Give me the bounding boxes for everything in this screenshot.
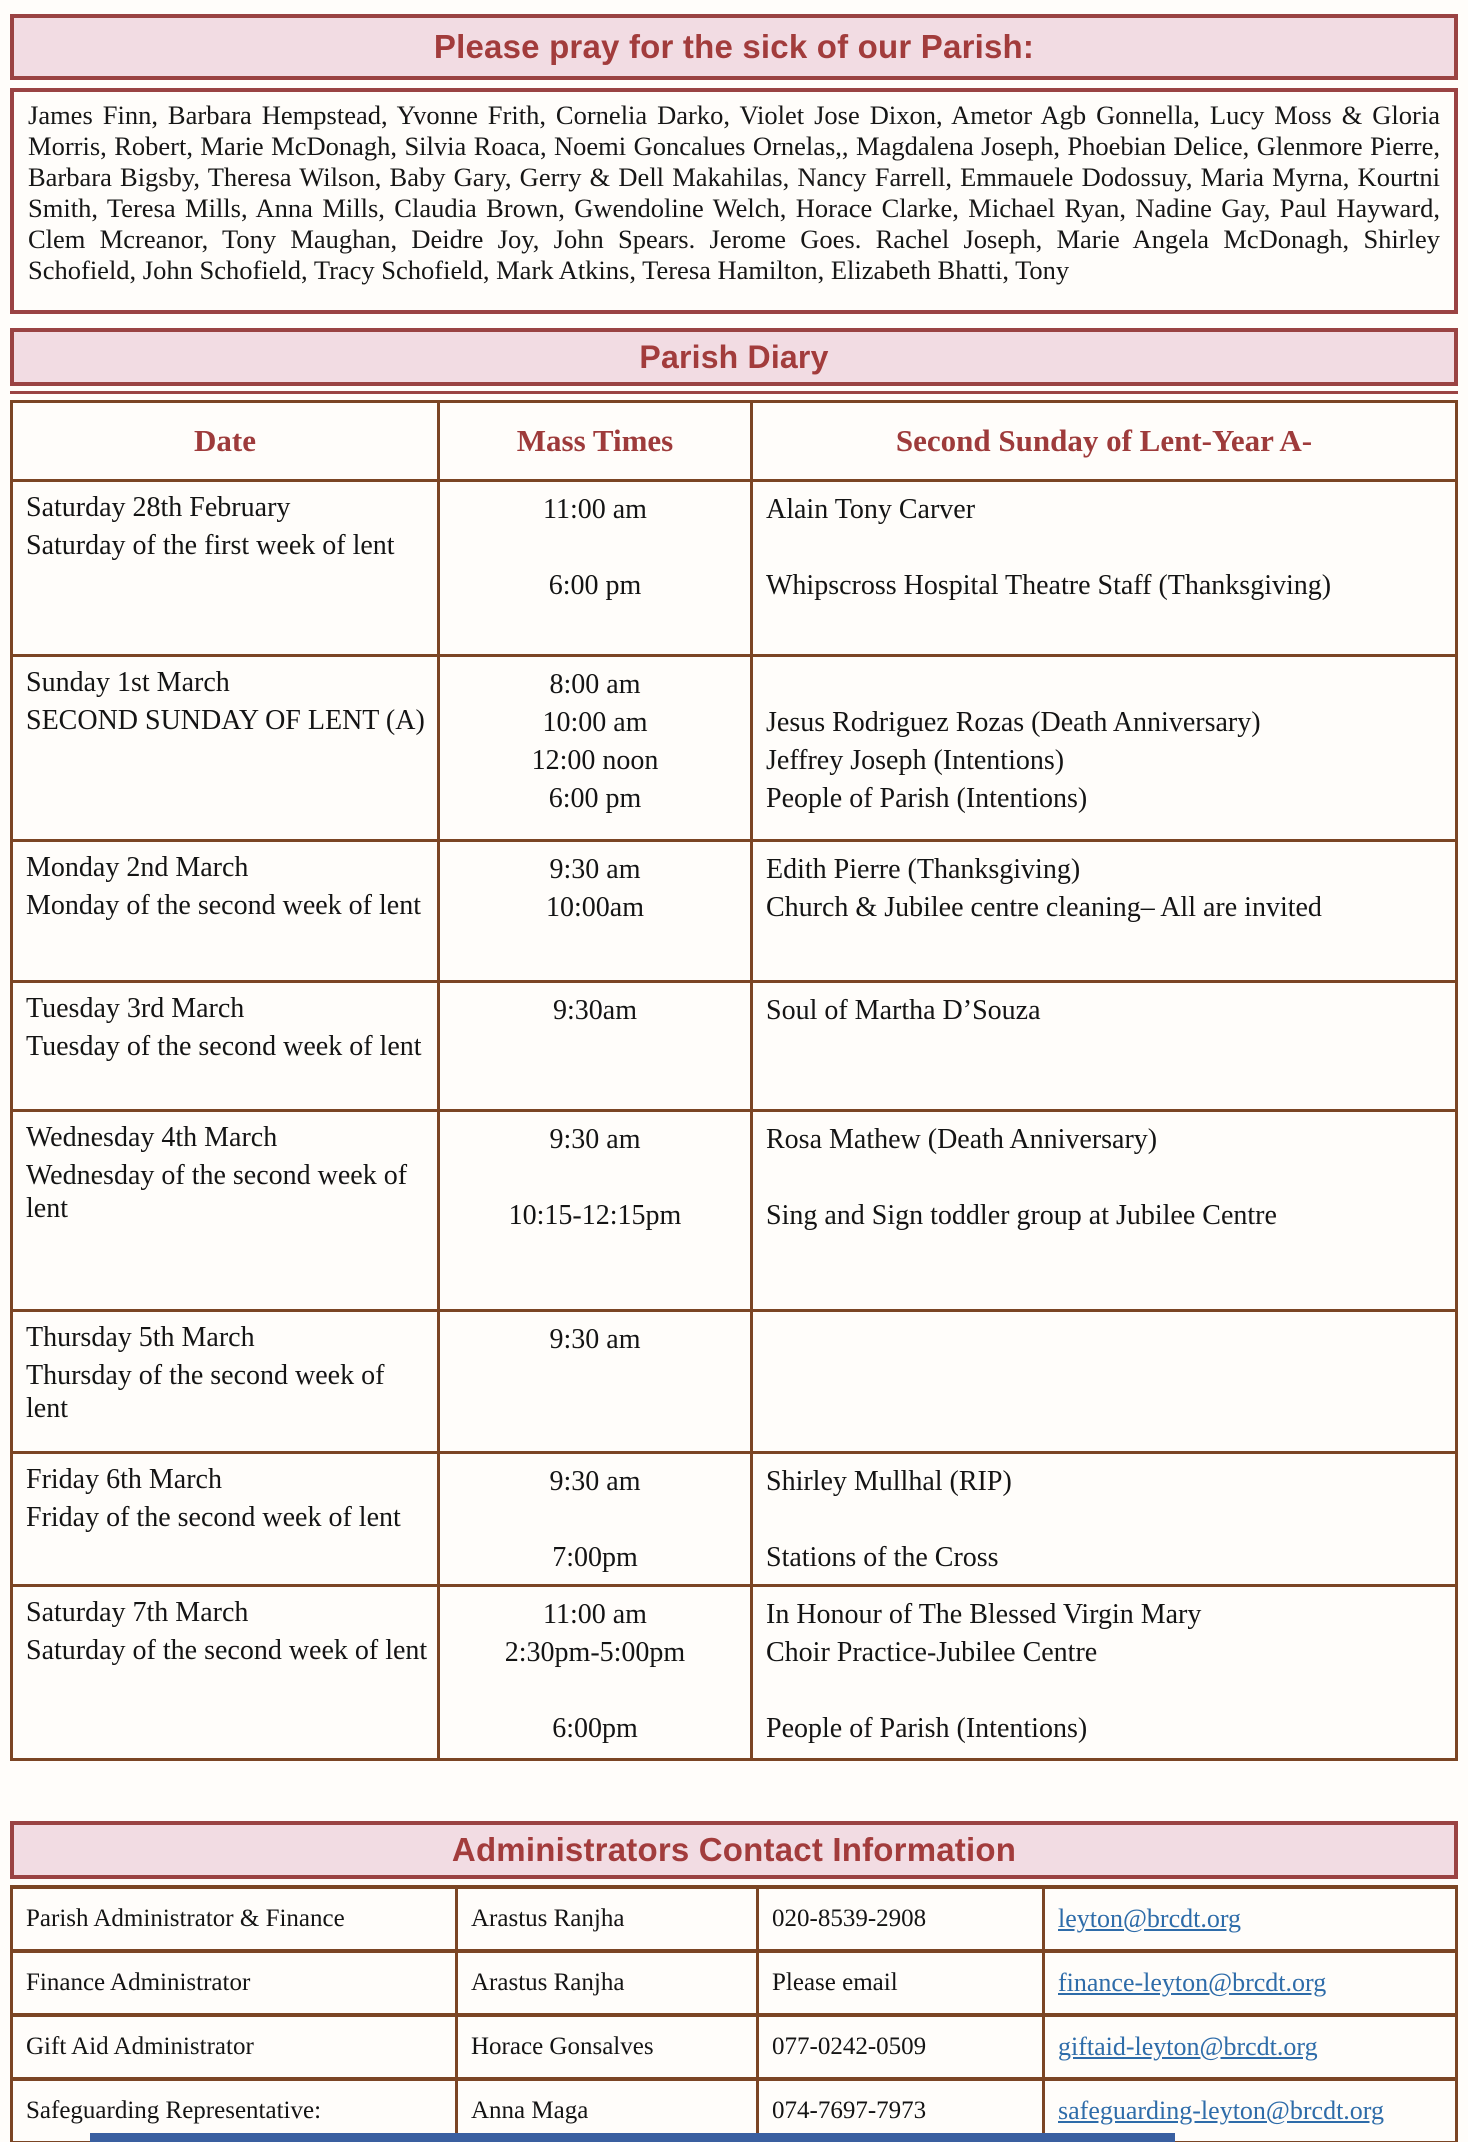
- diary-date-cell: [12, 841, 439, 982]
- mass-time-line: 6:00 pm: [548, 783, 642, 814]
- diary-date-cell: [12, 1586, 439, 1760]
- mass-time-line: [441, 1501, 749, 1539]
- mass-time-line: 10:00am: [546, 892, 644, 923]
- contact-role-cell: [12, 1951, 457, 2015]
- diary-date-cell: [12, 481, 439, 656]
- sick-list-header: [10, 14, 1458, 80]
- contact-phone-cell: [758, 1887, 1044, 1951]
- diary-date-title: Tuesday 3rd March: [26, 993, 245, 1024]
- diary-row: [12, 1586, 1457, 1760]
- diary-row: [12, 841, 1457, 982]
- diary-mass-times-cell: [439, 481, 752, 656]
- diary-row: [12, 481, 1457, 656]
- diary-date-subtitle: Friday of the second week of lent: [26, 1502, 401, 1533]
- mass-time-line: 8:00 am: [549, 669, 641, 700]
- contact-name: Arastus Ranjha: [471, 1905, 625, 1932]
- intention-line: Soul of Martha D’Souza: [766, 995, 1041, 1026]
- contact-name-cell: [457, 1887, 758, 1951]
- diary-row: [12, 656, 1457, 841]
- mass-time-line: 2:30pm-5:00pm: [504, 1637, 686, 1668]
- contact-row: [12, 1951, 1457, 2015]
- diary-row: [12, 1453, 1457, 1586]
- diary-date-subtitle: Tuesday of the second week of lent: [26, 1031, 422, 1062]
- contact-name: Horace Gonsalves: [471, 2033, 654, 2060]
- contact-name-cell: [457, 2015, 758, 2079]
- parish-diary-table: [10, 400, 1458, 1761]
- diary-mass-times-cell: [439, 656, 752, 841]
- intention-line: Whipscross Hospital Theatre Staff (Thanksgiving): [766, 570, 1332, 601]
- diary-date-cell: [12, 1311, 439, 1453]
- column-header-date: Date: [12, 402, 439, 481]
- contact-role-cell: [12, 1887, 457, 1951]
- intention-line: Alain Tony Carver: [766, 494, 976, 525]
- diary-date-title: Saturday 28th February: [26, 492, 291, 523]
- intention-line: [766, 1501, 1447, 1539]
- admin-contact-header: [10, 1821, 1458, 1879]
- intention-line: Edith Pierre (Thanksgiving): [766, 854, 1081, 885]
- mass-time-line: 11:00 am: [543, 494, 647, 525]
- mass-time-line: 11:00 am: [543, 1599, 647, 1630]
- admin-contact-title: Administrators Contact Information: [451, 1831, 1017, 1868]
- diary-date-subtitle: SECOND SUNDAY OF LENT (A): [26, 705, 425, 736]
- bottom-cutoff-banner: [90, 2133, 1175, 2142]
- contact-role: Parish Administrator & Finance: [26, 1905, 345, 1932]
- contact-row: [12, 1887, 1457, 1951]
- diary-header-row: [12, 402, 1457, 481]
- contact-role: Finance Administrator: [26, 1969, 251, 1996]
- intention-line: [766, 1321, 1447, 1359]
- email-link[interactable]: giftaid-leyton@brcdt.org: [1058, 2032, 1318, 2061]
- diary-date-title: Sunday 1st March: [26, 667, 230, 698]
- intention-line: People of Parish (Intentions): [766, 783, 1088, 814]
- diary-intention-cell: [752, 982, 1457, 1111]
- diary-date-subtitle: Saturday of the first week of lent: [26, 530, 395, 561]
- contact-email-cell: [1044, 1951, 1457, 2015]
- diary-row: [12, 982, 1457, 1111]
- diary-date-title: Wednesday 4th March: [26, 1122, 278, 1153]
- email-link[interactable]: leyton@brcdt.org: [1058, 1904, 1242, 1933]
- contact-role: Gift Aid Administrator: [26, 2033, 254, 2060]
- contact-name-cell: [457, 1951, 758, 2015]
- diary-row: [12, 1111, 1457, 1311]
- mass-time-line: 6:00 pm: [548, 570, 642, 601]
- diary-date-cell: [12, 982, 439, 1111]
- parish-diary-header: [10, 328, 1458, 386]
- mass-time-line: 9:30 am: [549, 854, 641, 885]
- mass-time-line: 9:30 am: [549, 1124, 641, 1155]
- email-link[interactable]: safeguarding-leyton@brcdt.org: [1058, 2096, 1384, 2125]
- intention-line: People of Parish (Intentions): [766, 1713, 1088, 1744]
- mass-time-line: [441, 1672, 749, 1710]
- diary-mass-times-cell: [439, 1586, 752, 1760]
- diary-row: [12, 1311, 1457, 1453]
- diary-intention-cell: [752, 1311, 1457, 1453]
- contact-row: [12, 2015, 1457, 2079]
- intention-line: Shirley Mullhal (RIP): [766, 1466, 1012, 1497]
- mass-time-line: 12:00 noon: [531, 745, 659, 776]
- intention-line: [766, 1159, 1447, 1197]
- diary-date-title: Monday 2nd March: [26, 852, 249, 883]
- intention-line: Rosa Mathew (Death Anniversary): [766, 1124, 1158, 1155]
- diary-date-subtitle: Monday of the second week of lent: [26, 890, 421, 921]
- contact-phone-cell: [758, 2015, 1044, 2079]
- diary-date-title: Friday 6th March: [26, 1464, 222, 1495]
- intention-line: Sing and Sign toddler group at Jubilee Centre: [766, 1200, 1277, 1231]
- contact-name: Arastus Ranjha: [471, 1969, 625, 1996]
- mass-time-line: 9:30 am: [549, 1466, 641, 1497]
- contact-phone: 074-7697-7973: [772, 2097, 927, 2124]
- mass-time-line: [441, 529, 749, 567]
- parish-diary-title: Parish Diary: [639, 339, 829, 375]
- intention-line: Church & Jubilee centre cleaning– All are invited: [766, 892, 1322, 923]
- contact-email-cell: [1044, 2015, 1457, 2079]
- contact-phone-cell: [758, 1951, 1044, 2015]
- sick-list-title: Please pray for the sick of our Parish:: [433, 28, 1035, 65]
- contact-name: Anna Maga: [471, 2097, 589, 2124]
- diary-date-title: Saturday 7th March: [26, 1597, 249, 1628]
- intention-line: Jesus Rodriguez Rozas (Death Anniversary): [766, 707, 1261, 738]
- intention-line: [766, 666, 1447, 704]
- intention-line: Choir Practice-Jubilee Centre: [766, 1637, 1098, 1668]
- diary-intention-cell: [752, 481, 1457, 656]
- sick-names-text: James Finn, Barbara Hempstead, Yvonne Frith, Cornelia Darko, Violet Jose Dixon, Ametor Agb Gonnella, Lucy Moss & Gloria Morris, Robert, Marie McDonagh, Silvia Roaca, Noemi Goncalues Ornelas,, Magdalena Joseph, Phoebian Delice, Glenmore Pierre, Barbara Bigsby, Theresa Wilson, Baby Gary, Gerry & Dell Makahilas, Nancy Farrell, Emmauele Dodossuy, Maria Myrna, Kourtni Smith, Teresa Mills, Anna Mills, Claudia Brown, Gwendoline Welch, Horace Clarke, Michael Ryan, Nadine Gay, Paul Hayward, Clem Mcreanor, Tony Maughan, Deidre Joy, John Spears. Jerome Goes. Rachel Joseph, Marie Angela McDonagh, Shirley Schofield, John Schofield, Tracy Schofield, Mark Atkins, Teresa Hamilton, Elizabeth Bhatti, Tony: [28, 100, 1440, 285]
- maroon-divider-rule: [10, 391, 1458, 394]
- contact-email-cell: [1044, 1887, 1457, 1951]
- diary-date-subtitle: Thursday of the second week of lent: [26, 1360, 385, 1424]
- column-header-mass-times: Mass Times: [439, 402, 752, 481]
- contact-role-cell: [12, 2015, 457, 2079]
- diary-mass-times-cell: [439, 1453, 752, 1586]
- mass-time-line: 10:00 am: [542, 707, 648, 738]
- mass-time-line: 7:00pm: [552, 1542, 638, 1573]
- diary-date-subtitle: Wednesday of the second week of lent: [26, 1160, 408, 1224]
- diary-date-subtitle: Saturday of the second week of lent: [26, 1635, 428, 1666]
- column-header-intentions: Second Sunday of Lent-Year A-: [752, 402, 1457, 481]
- admin-contacts-table: [10, 1885, 1458, 2142]
- sick-names-box: [10, 88, 1458, 314]
- diary-mass-times-cell: [439, 1111, 752, 1311]
- diary-intention-cell: [752, 656, 1457, 841]
- contact-role: Safeguarding Representative:: [26, 2097, 322, 2124]
- email-link[interactable]: finance-leyton@brcdt.org: [1058, 1968, 1327, 1997]
- intention-line: [766, 529, 1447, 567]
- diary-date-title: Thursday 5th March: [26, 1322, 255, 1353]
- diary-date-cell: [12, 1453, 439, 1586]
- diary-date-cell: [12, 656, 439, 841]
- contact-phone: 077-0242-0509: [772, 2033, 927, 2060]
- diary-mass-times-cell: [439, 1311, 752, 1453]
- intention-line: Jeffrey Joseph (Intentions): [766, 745, 1065, 776]
- contact-phone: 020-8539-2908: [772, 1905, 927, 1932]
- diary-intention-cell: [752, 1111, 1457, 1311]
- mass-time-line: [441, 1159, 749, 1197]
- intention-line: [766, 1672, 1447, 1710]
- diary-intention-cell: [752, 841, 1457, 982]
- diary-intention-cell: [752, 1453, 1457, 1586]
- intention-line: In Honour of The Blessed Virgin Mary: [766, 1599, 1202, 1630]
- diary-mass-times-cell: [439, 982, 752, 1111]
- mass-time-line: 10:15-12:15pm: [508, 1200, 682, 1231]
- mass-time-line: 9:30 am: [549, 1324, 641, 1355]
- diary-mass-times-cell: [439, 841, 752, 982]
- contact-phone: Please email: [772, 1969, 898, 1996]
- diary-intention-cell: [752, 1586, 1457, 1760]
- mass-time-line: 9:30am: [553, 995, 637, 1026]
- mass-time-line: 6:00pm: [552, 1713, 638, 1744]
- intention-line: Stations of the Cross: [766, 1542, 999, 1573]
- diary-date-cell: [12, 1111, 439, 1311]
